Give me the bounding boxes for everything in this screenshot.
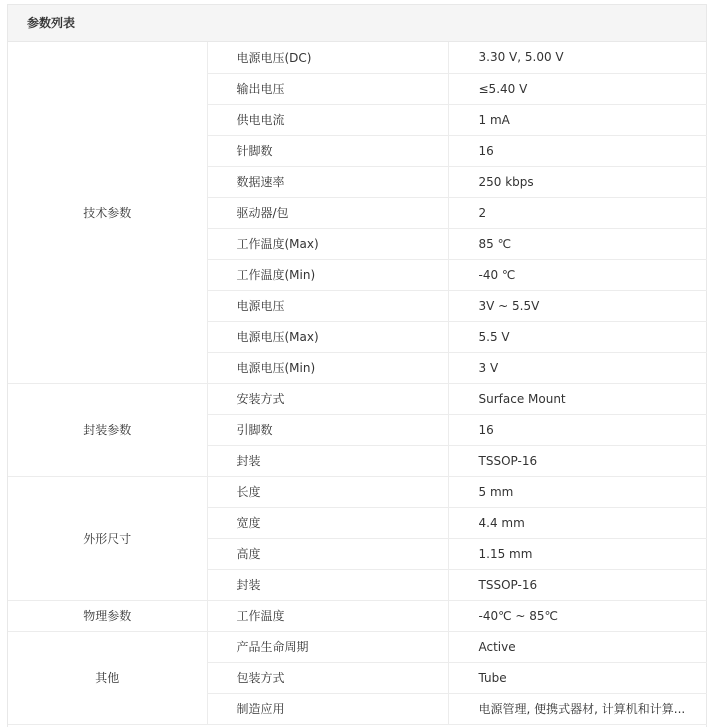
- param-name-cell: 工作温度: [207, 600, 448, 631]
- param-name-cell: 制造应用: [207, 693, 448, 724]
- param-name-cell: 引脚数: [207, 414, 448, 445]
- param-value-cell: 1.15 mm: [448, 538, 707, 569]
- param-value-cell: -40℃ ~ 85℃: [448, 600, 707, 631]
- param-value-cell: ≤5.40 V: [448, 73, 707, 104]
- param-name-cell: 针脚数: [207, 135, 448, 166]
- param-value-cell: 3.30 V, 5.00 V: [448, 42, 707, 73]
- param-name-cell: 封装: [207, 569, 448, 600]
- param-name-cell: 产品生命周期: [207, 631, 448, 662]
- param-name-cell: 输出电压: [207, 73, 448, 104]
- param-value-cell: 250 kbps: [448, 166, 707, 197]
- param-name-cell: 高度: [207, 538, 448, 569]
- param-value-cell: 85 ℃: [448, 228, 707, 259]
- param-name-cell: 封装: [207, 445, 448, 476]
- param-value-cell: -40 ℃: [448, 259, 707, 290]
- parameter-table-body: [8, 42, 707, 724]
- category-cell: 封装参数: [8, 383, 207, 476]
- category-cell: 其他: [8, 631, 207, 724]
- param-name-cell: 数据速率: [207, 166, 448, 197]
- table-row: [8, 42, 707, 73]
- param-name-cell: 电源电压(Min): [207, 352, 448, 383]
- param-name-cell: 宽度: [207, 507, 448, 538]
- param-value-cell: 16: [448, 135, 707, 166]
- param-name-cell: 安装方式: [207, 383, 448, 414]
- param-name-cell: 电源电压: [207, 290, 448, 321]
- param-value-cell: 5.5 V: [448, 321, 707, 352]
- param-name-cell: 驱动器/包: [207, 197, 448, 228]
- table-row: [8, 476, 707, 507]
- param-value-cell: 2: [448, 197, 707, 228]
- table-row: [8, 600, 707, 631]
- param-name-cell: 供电电流: [207, 104, 448, 135]
- param-value-cell: 电源管理, 便携式器材, 计算机和计算...: [448, 693, 707, 724]
- param-name-cell: 长度: [207, 476, 448, 507]
- param-value-cell: TSSOP-16: [448, 569, 707, 600]
- table-row: [8, 383, 707, 414]
- param-value-cell: Active: [448, 631, 707, 662]
- param-value-cell: 3 V: [448, 352, 707, 383]
- param-name-cell: 工作温度(Min): [207, 259, 448, 290]
- parameter-table: [8, 42, 707, 725]
- param-value-cell: 1 mA: [448, 104, 707, 135]
- param-name-cell: 电源电压(DC): [207, 42, 448, 73]
- param-value-cell: 5 mm: [448, 476, 707, 507]
- category-cell: 外形尺寸: [8, 476, 207, 600]
- table-row: [8, 631, 707, 662]
- panel-title: 参数列表: [8, 5, 706, 42]
- param-name-cell: 包装方式: [207, 662, 448, 693]
- param-value-cell: TSSOP-16: [448, 445, 707, 476]
- param-value-cell: Surface Mount: [448, 383, 707, 414]
- param-value-cell: 4.4 mm: [448, 507, 707, 538]
- param-value-cell: Tube: [448, 662, 707, 693]
- param-name-cell: 电源电压(Max): [207, 321, 448, 352]
- parameter-panel: [7, 4, 707, 727]
- param-name-cell: 工作温度(Max): [207, 228, 448, 259]
- param-value-cell: 16: [448, 414, 707, 445]
- param-value-cell: 3V ~ 5.5V: [448, 290, 707, 321]
- category-cell: 技术参数: [8, 42, 207, 383]
- category-cell: 物理参数: [8, 600, 207, 631]
